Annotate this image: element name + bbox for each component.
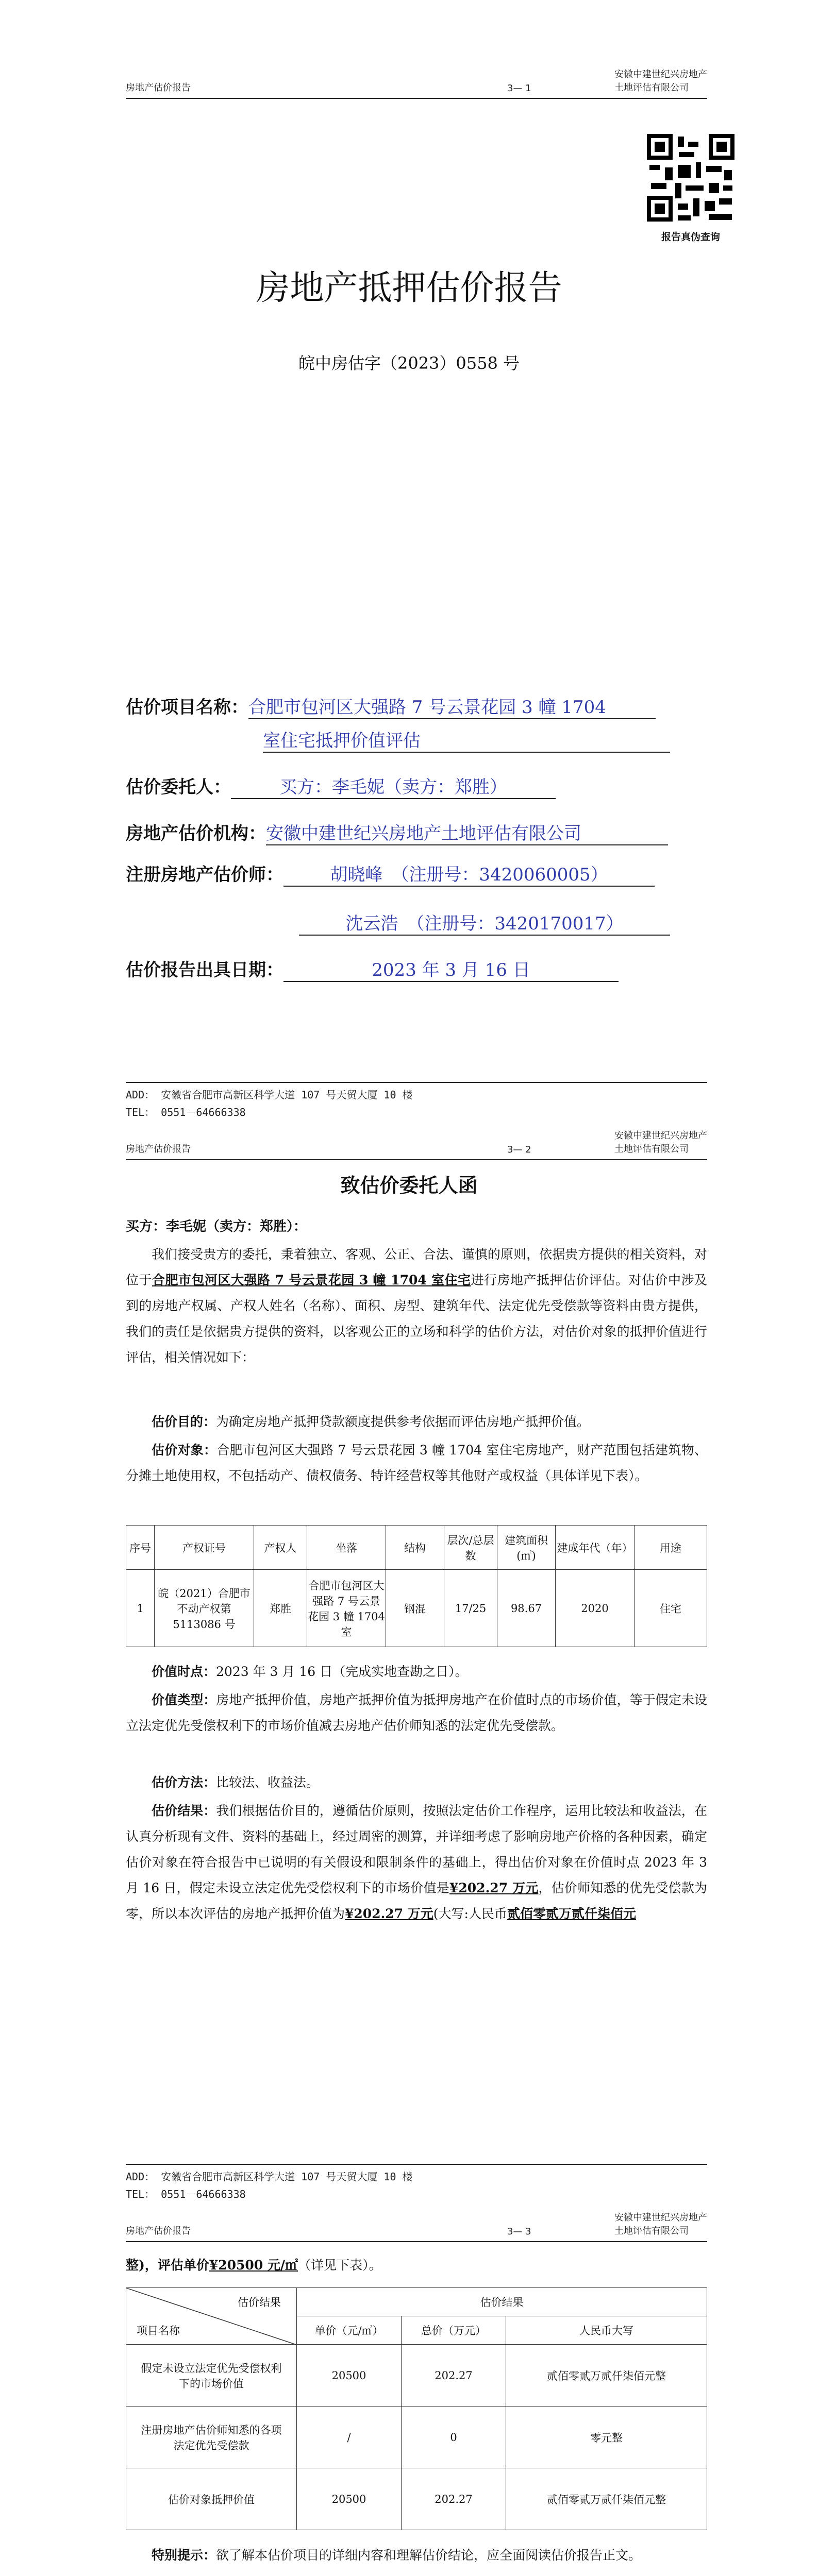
- purpose-text: 为确定房地产抵押贷款额度提供参考依据而评估房地产抵押价值。: [216, 1414, 590, 1429]
- row-unit-price: 20500: [297, 2345, 402, 2406]
- page-header: [126, 1130, 707, 1160]
- agency-row: [126, 819, 668, 845]
- row-unit-price: /: [297, 2406, 402, 2468]
- property-table: [126, 1525, 707, 1647]
- header-left: 房地产估价报告: [126, 1144, 191, 1155]
- th-certificate: 产权证号: [155, 1526, 254, 1570]
- cell-location: 合肥市包河区大强路 7 号云景花园 3 幢 1704 室: [307, 1570, 386, 1647]
- table-row: [126, 2406, 707, 2468]
- appraiser-label: 注册房地产估价师：: [126, 865, 283, 885]
- value-type-paragraph: [126, 1687, 707, 1765]
- letter-title: 致估价委托人函: [340, 1174, 478, 1197]
- footer-tel: TEL： 0551－64666338: [126, 2188, 246, 2200]
- project-name-value-2: 室住宅抵押价值评估: [263, 726, 670, 753]
- client-label: 估价委托人：: [126, 777, 231, 798]
- market-value: ¥202.27 万元: [449, 1880, 539, 1895]
- row-total-price: 202.27: [402, 2345, 506, 2406]
- value-date-label: 价值时点：: [152, 1664, 216, 1679]
- appraiser-row-2: [299, 909, 670, 936]
- report-title: 房地产抵押估价报告: [256, 268, 562, 308]
- row-total-price: 0: [402, 2406, 506, 2468]
- cell-floor: 17/25: [444, 1570, 497, 1647]
- header-company: 安徽中建世纪兴房地产土地评估有限公司: [614, 1130, 707, 1155]
- th-floor: 层次/总层数: [444, 1526, 497, 1570]
- col-unit-price: 单价（元/㎡）: [297, 2316, 402, 2345]
- result-text-5: （详见下表）。: [298, 2258, 382, 2273]
- header-page-number: 3— 2: [507, 1144, 531, 1155]
- table-row: [126, 2345, 707, 2406]
- page-footer: [126, 1082, 707, 1121]
- value-in-words: 贰佰零贰万贰仟柒佰元: [507, 1906, 636, 1921]
- agency-value: 安徽中建世纪兴房地产土地评估有限公司: [266, 819, 668, 845]
- corner-bottom-label: 项目名称: [137, 2325, 180, 2337]
- row-value-words: 贰佰零贰万贰仟柒佰元整: [506, 2345, 707, 2406]
- cell-structure: 钢混: [386, 1570, 444, 1647]
- cell-area: 98.67: [497, 1570, 556, 1647]
- row-name: 估价对象抵押价值: [126, 2468, 297, 2530]
- col-value-words: 人民币大写: [506, 2316, 707, 2345]
- header-left: 房地产估价报告: [126, 2226, 191, 2236]
- intro-address: 合肥市包河区大强路 7 号云景花园 3 幢 1704 室住宅: [152, 1273, 471, 1287]
- note-text: 欲了解本估价项目的详细内容和理解估价结论，应全面阅读估价报告正文。: [216, 2548, 642, 2563]
- note-label: 特别提示：: [152, 2548, 216, 2563]
- page-footer: [126, 2164, 707, 2203]
- table-row: [126, 2468, 707, 2530]
- footer-tel: TEL： 0551－64666338: [126, 1106, 246, 1118]
- header-page-number: 3— 3: [507, 2226, 531, 2237]
- value-type-label: 价值类型：: [152, 1692, 216, 1707]
- method-label: 估价方法：: [152, 1775, 216, 1790]
- project-name-value: 合肥市包河区大强路 7 号云景花园 3 幢 1704: [248, 693, 656, 719]
- result-group-header: 估价结果: [297, 2288, 707, 2316]
- date-row: [126, 956, 619, 982]
- row-total-price: 202.27: [402, 2468, 506, 2530]
- th-area: 建筑面积(㎡): [497, 1526, 556, 1570]
- page-header: [126, 69, 707, 99]
- result-text-1: 我们根据估价目的，遵循估价原则，按照法定估价工作程序，运用比较法和收益法，在认真分析现有文件、资料的基础上，经过周密的测算，并详细考虑了影响房地产价格的各种因素，确定估价对象在符合报告中已说明的有关假设和限制条件的基础上，得出估价对象在价值时点 2023 年 3 月 16 日，假定未设立法定优先受偿权利下的市场价值是: [126, 1803, 707, 1895]
- agency-label: 房地产估价机构：: [126, 823, 266, 844]
- object-paragraph: [126, 1437, 707, 1515]
- appraiser-1: 胡晓峰 （注册号：3420060005）: [283, 860, 655, 887]
- result-text-3: (大写:人民币: [433, 1906, 507, 1921]
- corner-cell: [126, 2288, 297, 2345]
- note-paragraph: [126, 2543, 707, 2576]
- th-use: 用途: [635, 1526, 707, 1570]
- mortgage-value: ¥202.27 万元: [345, 1906, 433, 1921]
- result-text-4: 整)，评估单价: [126, 2258, 209, 2273]
- purpose-paragraph: [126, 1409, 707, 1435]
- qr-code[interactable]: [647, 134, 734, 222]
- project-name-row: [126, 693, 656, 719]
- row-unit-price: 20500: [297, 2468, 402, 2530]
- value-date-paragraph: [126, 1659, 707, 1685]
- intro-part-2: 进行房地产抵押估价评估。对估价中涉及到的房地产权属、产权人姓名（名称）、面积、房型、建筑年代、法定优先受偿款等资料由贵方提供，我们的责任是依据贵方提供的资料，以客观公正的立场和科学的估价方法，对估价对象的抵押价值进行评估，相关情况如下：: [126, 1273, 707, 1365]
- project-name-label: 估价项目名称：: [126, 697, 248, 718]
- header-company: 安徽中建世纪兴房地产土地评估有限公司: [614, 2212, 707, 2236]
- method-text: 比较法、收益法。: [216, 1775, 320, 1790]
- th-owner: 产权人: [254, 1526, 307, 1570]
- footer-address: ADD： 安徽省合肥市高新区科学大道 107 号天贸大厦 10 楼: [126, 1089, 413, 1101]
- cell-year: 2020: [556, 1570, 635, 1647]
- th-year: 建成年代（年）: [556, 1526, 635, 1570]
- header-company: 安徽中建世纪兴房地产土地评估有限公司: [614, 69, 707, 93]
- report-number: 皖中房估字（2023）0558 号: [298, 353, 520, 373]
- object-label: 估价对象：: [152, 1443, 217, 1458]
- letter-intro: [126, 1242, 707, 1406]
- cell-index: 1: [126, 1570, 155, 1647]
- col-total-price: 总价（万元）: [402, 2316, 506, 2345]
- value-date-text: 2023 年 3 月 16 日（完成实地查勘之日）。: [216, 1664, 468, 1679]
- result-text-2: ，估价师知悉的优先受偿款为零，所以本次评估的房地产抵押价值为: [126, 1880, 707, 1921]
- table-row: [126, 1570, 707, 1647]
- method-paragraph: [126, 1770, 707, 1795]
- appraiser-2: 沈云浩 （注册号：3420170017）: [299, 909, 670, 936]
- client-value: 买方：李毛妮（卖方：郑胜）: [231, 773, 556, 799]
- result-table-group-row: [126, 2288, 707, 2316]
- footer-address: ADD： 安徽省合肥市高新区科学大道 107 号天贸大厦 10 楼: [126, 2171, 413, 2183]
- row-name: 假定未设立法定优先受偿权利下的市场价值: [126, 2345, 297, 2406]
- row-name: 注册房地产估价师知悉的各项法定优先受偿款: [126, 2406, 297, 2468]
- project-name-row-2: [263, 726, 670, 753]
- client-row: [126, 773, 556, 799]
- header-left: 房地产估价报告: [126, 82, 191, 93]
- corner-top-label: 估价结果: [238, 2296, 281, 2309]
- result-paragraph: [126, 1798, 707, 2014]
- object-text: 合肥市包河区大强路 7 号云景花园 3 幢 1704 室住宅房地产，财产范围包括建筑物、分摊土地使用权，不包括动产、债权债务、特许经营权等其他财产或权益（具体详见下表）。: [126, 1443, 707, 1483]
- row-value-words: 贰佰零贰万贰仟柒佰元整: [506, 2468, 707, 2530]
- letter-recipient: 买方：李毛妮（卖方：郑胜）：: [126, 1219, 307, 1234]
- result-table: [126, 2287, 707, 2530]
- cell-certificate: 皖（2021）合肥市不动产权第 5113086 号: [155, 1570, 254, 1647]
- result-continuation: [126, 2254, 382, 2277]
- qr-caption: 报告真伪查询: [661, 231, 720, 243]
- header-page-number: 3— 1: [507, 83, 531, 94]
- date-value: 2023 年 3 月 16 日: [283, 956, 619, 982]
- result-label: 估价结果：: [152, 1803, 216, 1818]
- appraiser-row: [126, 860, 655, 887]
- page-header: [126, 2212, 707, 2242]
- cell-owner: 郑胜: [254, 1570, 307, 1647]
- value-type-text: 房地产抵押价值，房地产抵押价值为抵押房地产在价值时点的市场价值，等于假定未设立法定优先受偿权利下的市场价值减去房地产估价师知悉的法定优先受偿款。: [126, 1692, 707, 1733]
- th-structure: 结构: [386, 1526, 444, 1570]
- row-value-words: 零元整: [506, 2406, 707, 2468]
- date-label: 估价报告出具日期：: [126, 960, 283, 980]
- th-location: 坐落: [307, 1526, 386, 1570]
- cell-use: 住宅: [635, 1570, 707, 1647]
- purpose-label: 估价目的：: [152, 1414, 216, 1429]
- intro-part-1: 我们接受贵方的委托，秉着独立、客观、公正、合法、谨慎的原则，依据贵方提供的相关资料，对位于: [126, 1247, 707, 1287]
- unit-price: ¥20500 元/㎡: [209, 2258, 298, 2273]
- th-index: 序号: [126, 1526, 155, 1570]
- table-header-row: [126, 1526, 707, 1570]
